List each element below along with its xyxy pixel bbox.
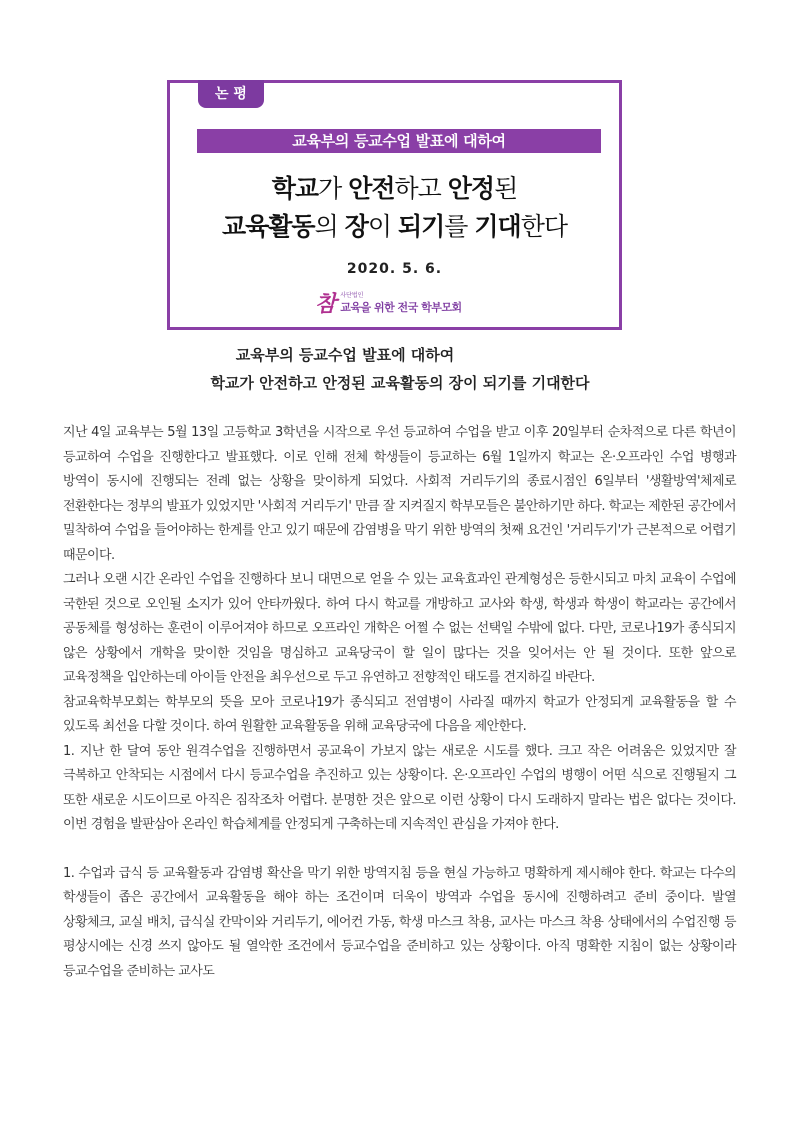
commentary-tag: 논 평 <box>198 80 264 108</box>
press-release-banner <box>167 80 622 330</box>
headline-word: 한다 <box>520 212 568 241</box>
headline-word: 학교 <box>271 174 319 203</box>
proposal-item: 1. 지난 한 달여 동안 원격수업을 진행하면서 공교육이 가보지 않는 새로운 시도를 했다. 크고 작은 어려움은 있었지만 잘 극복하고 안착되는 시점에서 다시 등교수업을 추진하고 있는 상황이다. 온·오프라인 수업의 병행이 어떤 식으로 진행될지 그 또한 새로운 시도이므로 아직은 짐작조차 어렵다. 분명한 것은 앞으로 이런 상황이 다시 도래하지 말라는 법은 없다는 것이다. 이번 경험을 발판삼아 온라인 학습체계를 안정되게 구축하는데 지속적인 관심을 가져야 한다. <box>63 743 736 832</box>
body-paragraph: 지난 4일 교육부는 5월 13일 고등학교 3학년을 시작으로 우선 등교하여 수업을 받고 이후 20일부터 순차적으로 다른 학년이 등교하여 수업을 진행한다고 발표했다. 이로 인해 전체 학생들이 등교하는 6월 1일까지 학교는 온·오프라인 수업 병행과 방역이 동시에 진행되는 전례 없는 상황을 맞이하게 되었다. 사회적 거리두기의 종료시점인 6일부터 '생활방역'체제로 전환한다는 정부의 발표가 있었지만 '사회적 거리두기' 만큼 잘 지켜질지 학부모들은 불안하기만 하다. 학교는 제한된 공간에서 밀착하여 수업을 들어야하는 한계를 안고 있기 때문에 감염병을 막기 위한 방역의 첫째 요건인 '거리두기'가 근본적으로 어렵기 때문이다. <box>63 425 736 563</box>
headline-word: 안정 <box>447 174 495 203</box>
logo-mark-icon: 참 <box>315 290 337 317</box>
headline-word: 안전 <box>348 174 395 203</box>
logo-org-name: 교육을 위한 전국 학부모회 <box>340 300 462 314</box>
headline-word: 되기 <box>397 212 445 241</box>
banner-headline-line1 <box>170 169 619 205</box>
headline-word: 기대 <box>474 212 521 241</box>
logo-org-type: 사단법인 <box>340 291 364 299</box>
release-date: 2020. 5. 6. <box>346 261 443 277</box>
proposal-item: 1. 수업과 급식 등 교육활동과 감염병 확산을 막기 위한 방역지침 등을 현실 가능하고 명확하게 제시해야 한다. 학교는 다수의 학생들이 좁은 공간에서 교육활동을 해야 하는 조건이며 더욱이 방역과 수업을 동시에 진행하려고 준비 중이다. 발열 상황체크, 교실 배치, 급식실 칸막이와 거리두기, 에어컨 가동, 학생 마스크 착용, 교사는 마스크 착용 상태에서의 수업진행 등 평상시에는 신경 쓰지 않아도 될 열악한 조건에서 등교수업을 준비하고 있는 상황이다. 아직 명확한 지침이 없는 상황이라 등교수업을 준비하는 교사도 <box>63 865 736 979</box>
headline-word: 하고 <box>394 174 448 203</box>
body-paragraph: 그러나 오랜 시간 온라인 수업을 진행하다 보니 대면으로 얻을 수 있는 교육효과인 관계형성은 등한시되고 마치 교육이 수업에 국한된 것으로 오인될 소지가 있어 안타까웠다. 하여 다시 학교를 개방하고 교사와 학생, 학생과 학생이 학교라는 공간에서 공동체를 형성하는 훈련이 이루어져야 하므로 오프라인 개학은 어쩔 수 없는 선택일 수밖에 없다. 다만, 코로나19가 종식되지 않은 상황에서 개학을 맞이한 것임을 명심하고 교육당국이 할 일이 많다는 것을 잊어서는 안 될 것이다. 또한 앞으로 교육정책을 입안하는데 아이들 안전을 최우선으로 두고 유연하고 전향적인 태도를 견지하길 바란다. <box>63 572 736 685</box>
headline-word: 를 <box>444 212 475 241</box>
headline-word: 된 <box>494 174 518 203</box>
body-paragraph: 참교육학부모회는 학부모의 뜻을 모아 코로나19가 종식되고 전염병이 사라질 때까지 학교가 안정되게 교육활동을 할 수 있도록 최선을 다할 것이다. 하여 원활한 교육활동을 위해 교육당국에 다음을 제안한다. <box>63 694 736 734</box>
document-title-line2: 학교가 안전하고 안정된 교육활동의 장이 되기를 기대한다 <box>210 374 590 392</box>
organization-logo <box>315 289 462 315</box>
headline-word: 이 <box>367 212 398 241</box>
document-title-line1: 교육부의 등교수업 발표에 대하여 <box>235 346 455 364</box>
document-body <box>63 421 736 984</box>
headline-word: 의 <box>314 212 345 241</box>
banner-headline-line2 <box>170 207 619 243</box>
headline-word: 장 <box>344 212 368 241</box>
banner-subtitle: 교육부의 등교수업 발표에 대하여 <box>197 129 601 153</box>
headline-word: 가 <box>318 174 349 203</box>
headline-word: 교육활동 <box>221 212 315 241</box>
